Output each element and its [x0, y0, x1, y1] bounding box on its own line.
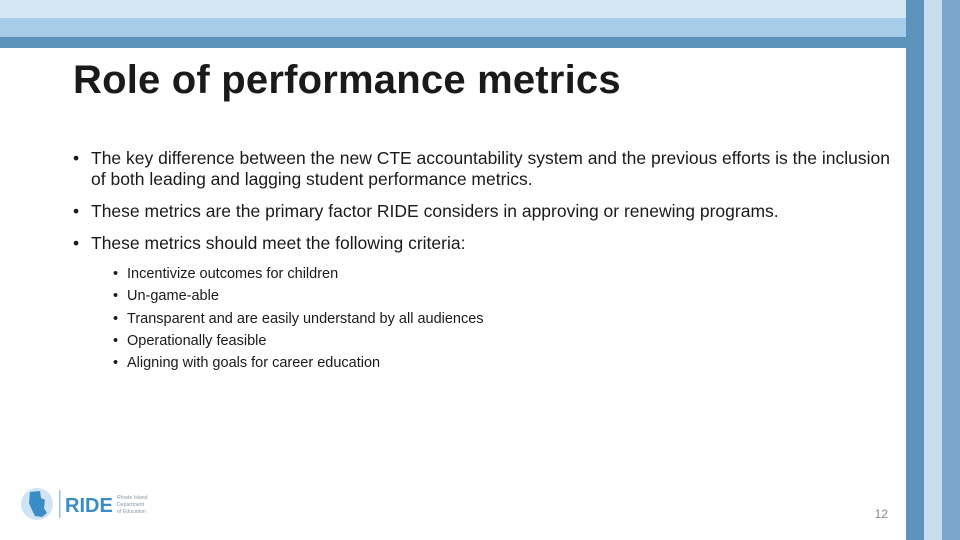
- criteria-text: Transparent and are easily understand by all audiences: [127, 310, 484, 327]
- ride-logo: [20, 486, 155, 522]
- ride-logo-wordmark: RIDE: [65, 495, 113, 517]
- header-band-dark: [0, 37, 906, 48]
- bullet-dot: •: [73, 201, 80, 221]
- bullet-dot: •: [113, 332, 119, 349]
- criteria-item: [113, 308, 903, 330]
- side-stripe-dark: [906, 0, 924, 540]
- bullet-item: [73, 148, 903, 190]
- criteria-item: [113, 330, 903, 352]
- criteria-text: Un-game-able: [127, 288, 219, 305]
- criteria-text: Operationally feasible: [127, 332, 267, 349]
- bullet-dot: •: [113, 355, 119, 372]
- header-band-light: [0, 0, 960, 18]
- header-band-mid: [0, 18, 960, 37]
- bullet-dot: •: [73, 148, 80, 168]
- criteria-text: Incentivize outcomes for children: [127, 266, 339, 282]
- ride-logo-line1: Rhode Island: [117, 495, 148, 501]
- side-stripe-mid: [942, 0, 960, 540]
- criteria-item: [113, 352, 903, 374]
- bullet-dot: •: [113, 310, 119, 327]
- bullet-dot: •: [113, 266, 119, 282]
- bullet-item: [73, 201, 903, 222]
- bullet-list: [73, 148, 903, 374]
- criteria-text: Aligning with goals for career education: [127, 355, 381, 372]
- bullet-dot: •: [113, 288, 119, 305]
- bullet-text: These metrics should meet the following criteria:: [91, 233, 466, 253]
- criteria-list: [73, 263, 903, 374]
- criteria-item: [113, 285, 903, 307]
- side-stripe-light: [924, 0, 942, 540]
- ride-logo-divider: [59, 490, 61, 518]
- criteria-item: [113, 263, 903, 285]
- bullet-text: The key difference between the new CTE accountability system and the previous efforts is the inclusion of both leading and lagging student performance metrics.: [91, 148, 890, 189]
- ride-logo-line2: Department: [117, 502, 145, 508]
- bullet-text: These metrics are the primary factor RIDE considers in approving or renewing programs.: [91, 201, 779, 221]
- ride-logo-line3: of Education: [117, 509, 146, 515]
- bullet-dot: •: [73, 233, 80, 253]
- slide-title: Role of performance metrics: [73, 58, 621, 102]
- page-number: 12: [874, 507, 888, 521]
- bullet-item: [73, 233, 903, 254]
